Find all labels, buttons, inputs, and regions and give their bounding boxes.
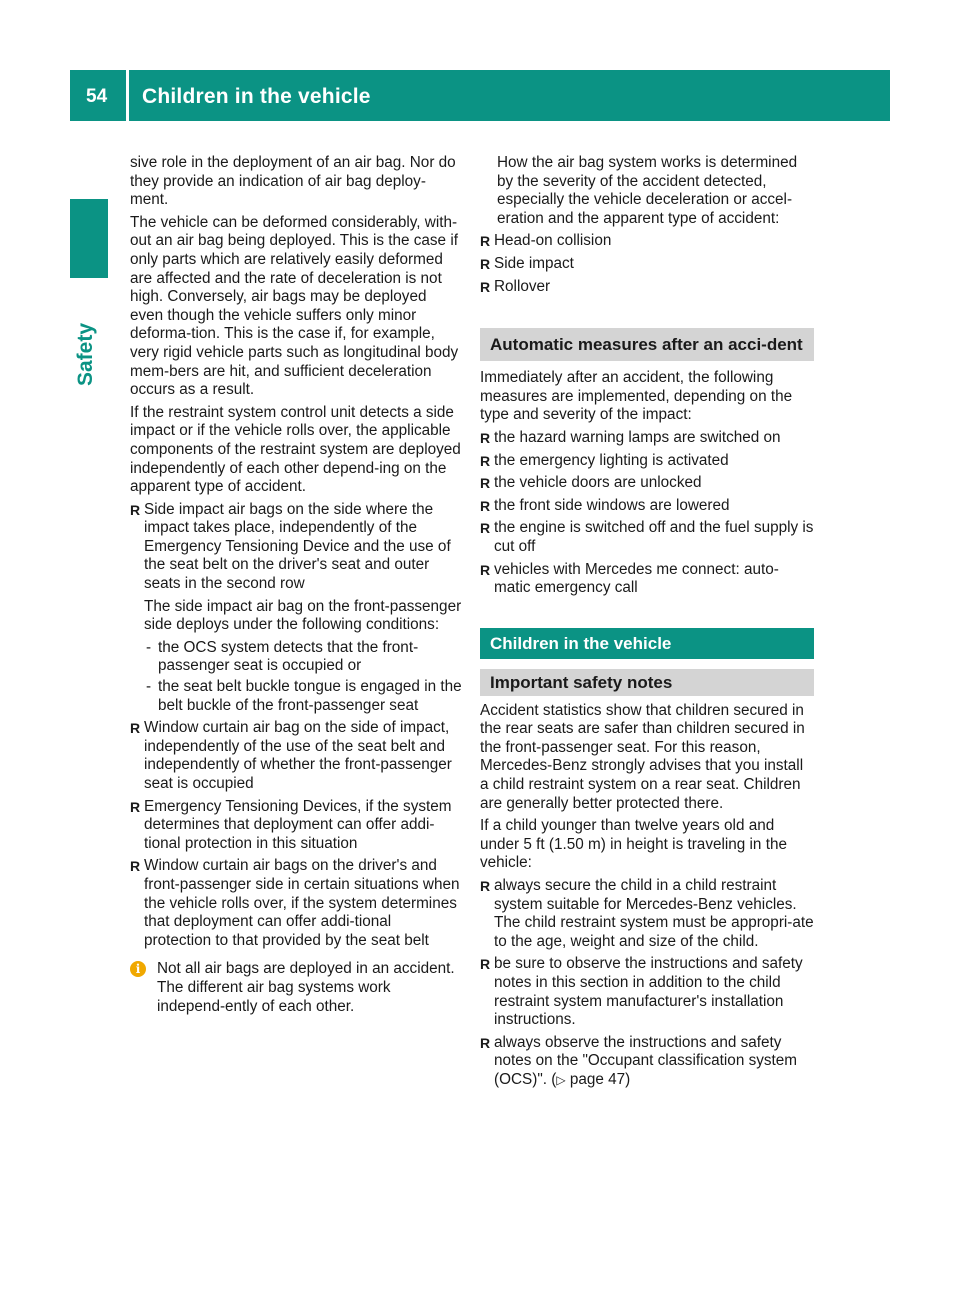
- list-item-text: the vehicle doors are unlocked: [494, 474, 702, 492]
- bullet-marker: R: [480, 278, 491, 295]
- page-header: [70, 70, 890, 121]
- paragraph: Immediately after an accident, the following measures are implemented, depending on the type and severity of the impact:: [480, 369, 793, 424]
- bullet-marker: R: [480, 497, 491, 514]
- paragraph: How the air bag system works is determined by the severity of the accident detected, especially the vehicle deceleration or accel-eration and the apparent type of accident:: [497, 154, 798, 227]
- list-item-text: the emergency lighting is activated: [494, 451, 729, 469]
- info-note-text: Not all air bags are deployed in an accident. The different air bag systems work independ-ently of each other.: [157, 960, 455, 1015]
- bullet-marker: R: [130, 501, 141, 518]
- list-item: [480, 429, 814, 448]
- list-item: [480, 255, 814, 274]
- condition-list: [144, 639, 462, 715]
- list-item: [480, 232, 814, 251]
- bullet-marker: R: [480, 1034, 491, 1051]
- paragraph: If the restraint system control unit detects a side impact or if the vehicle rolls over, the applicable components of the restraint system are deployed independently of each other depend-ing on the apparent type of accident.: [130, 403, 461, 496]
- list-item: [480, 955, 814, 1029]
- list-item: [130, 501, 462, 716]
- dash-item: [144, 639, 462, 676]
- list-item-text: always secure the child in a child restraint system suitable for Mercedes-Benz vehicles. The child restraint system must be appropri-ate to the age, weight and size of the child.: [494, 877, 814, 950]
- dash-marker: -: [146, 678, 152, 696]
- list-item: [480, 452, 814, 471]
- list-item-text: Side impact: [494, 254, 574, 272]
- page-reference-arrow-icon: ▷: [556, 1072, 566, 1087]
- list-item-text: the hazard warning lamps are switched on: [494, 428, 781, 446]
- measures-list: [480, 429, 814, 598]
- list-item: [480, 497, 814, 516]
- list-item: [480, 561, 814, 598]
- info-icon: i: [130, 961, 146, 977]
- paragraph: The vehicle can be deformed considerably, with-out an air bag being deployed. This is the case if only parts which are relatively easily deformed are affected and the rate of deceleration is not high. Conversely, air bags may be deployed even though the vehicle suffers only minor deforma-tion. This is the case if, for example, very rigid vehicle parts such as longitudinal body mem-bers are hit, and sufficient deceleration occurs as a result.: [130, 213, 459, 399]
- page-reference-link[interactable]: page 47): [569, 1070, 631, 1088]
- bullet-marker: R: [480, 956, 491, 973]
- page-number: 54: [86, 86, 108, 107]
- section-heading-safety-notes: Important safety notes: [480, 669, 814, 696]
- right-column: [480, 154, 814, 1094]
- section-tab-marker: [70, 199, 108, 278]
- dash-item: [144, 678, 462, 715]
- list-item: [480, 519, 814, 556]
- dash-item-text: the OCS system detects that the front-passenger seat is occupied or: [158, 638, 419, 675]
- bullet-marker: R: [480, 520, 491, 537]
- list-item: [130, 798, 462, 854]
- header-divider: [126, 70, 129, 121]
- dash-item-text: the seat belt buckle tongue is engaged in the belt buckle of the front-passenger seat: [158, 678, 462, 714]
- list-item-text: always observe the instructions and safety notes on the "Occupant classification system (OCS)". (: [494, 1033, 798, 1088]
- list-item: [480, 877, 814, 951]
- list-item-text: Window curtain air bags on the driver's and front-passenger side in certain situations when the vehicle rolls over, if the system determines that deployment can offer addi-tional protection to that provided by the seat belt: [144, 857, 460, 949]
- bullet-marker: R: [480, 878, 491, 895]
- dash-marker: -: [146, 638, 152, 656]
- list-item: [130, 857, 462, 950]
- bullet-marker: R: [130, 798, 141, 815]
- paragraph: sive role in the deployment of an air bag. Nor do they provide an indication of air bag deploy-ment.: [130, 154, 456, 209]
- section-tab-label: [70, 290, 108, 390]
- child-safety-list: [480, 877, 814, 1090]
- left-column: [130, 154, 462, 1016]
- list-item: [480, 474, 814, 493]
- list-item-text: vehicles with Mercedes me connect: auto-matic emergency call: [494, 560, 779, 597]
- bullet-marker: R: [480, 255, 491, 272]
- list-item-text: the front side windows are lowered: [494, 496, 730, 514]
- list-item-text: Side impact air bags on the side where the impact takes place, independently of the Emergency Tensioning Device and the use of the seat belt on the driver's seat and outer seats in the second row: [144, 500, 451, 593]
- list-item-text: Head-on collision: [494, 232, 612, 250]
- list-item: [480, 1034, 814, 1090]
- list-item: [130, 719, 462, 793]
- paragraph: Accident statistics show that children secured in the rear seats are safer than children secured in the front-passenger seat. For this reason, Mercedes-Benz strongly advises that you install a child restraint system on a rear seat. Children are generally better protected there.: [480, 701, 805, 812]
- section-label: Safety: [74, 322, 97, 386]
- bullet-marker: R: [480, 452, 491, 469]
- bullet-marker: R: [480, 429, 491, 446]
- list-item-text: Rollover: [494, 277, 551, 295]
- page-number-box: [70, 70, 126, 121]
- list-item: [480, 278, 814, 297]
- section-heading-automatic-measures: Automatic measures after an acci-dent: [480, 328, 814, 361]
- page-title: Children in the vehicle: [142, 85, 371, 108]
- bullet-marker: R: [130, 858, 141, 875]
- list-item-text: Window curtain air bag on the side of impact, independently of the use of the seat belt and independently of whether the front-passenger seat is occupied: [144, 719, 452, 792]
- paragraph: If a child younger than twelve years old and under 5 ft (1.50 m) in height is traveling in the vehicle:: [480, 817, 787, 872]
- list-item-subtext: The side impact air bag on the front-passenger side deploys under the following conditions:: [144, 597, 462, 634]
- list-item-text: be sure to observe the instructions and safety notes in this section in addition to the child restraint system manufacturer's installation instructions.: [494, 955, 803, 1029]
- bullet-marker: R: [480, 561, 491, 578]
- list-item-text: Emergency Tensioning Devices, if the system determines that deployment can offer addi-tional protection in this situation: [144, 797, 452, 852]
- bullet-marker: R: [130, 720, 141, 737]
- deployment-list: [130, 501, 462, 951]
- info-note: [130, 960, 462, 1016]
- list-item-text: the engine is switched off and the fuel supply is cut off: [494, 519, 814, 555]
- section-heading-children: Children in the vehicle: [480, 628, 814, 659]
- accident-type-list: [480, 232, 814, 296]
- bullet-marker: R: [480, 475, 491, 492]
- bullet-marker: R: [480, 233, 491, 250]
